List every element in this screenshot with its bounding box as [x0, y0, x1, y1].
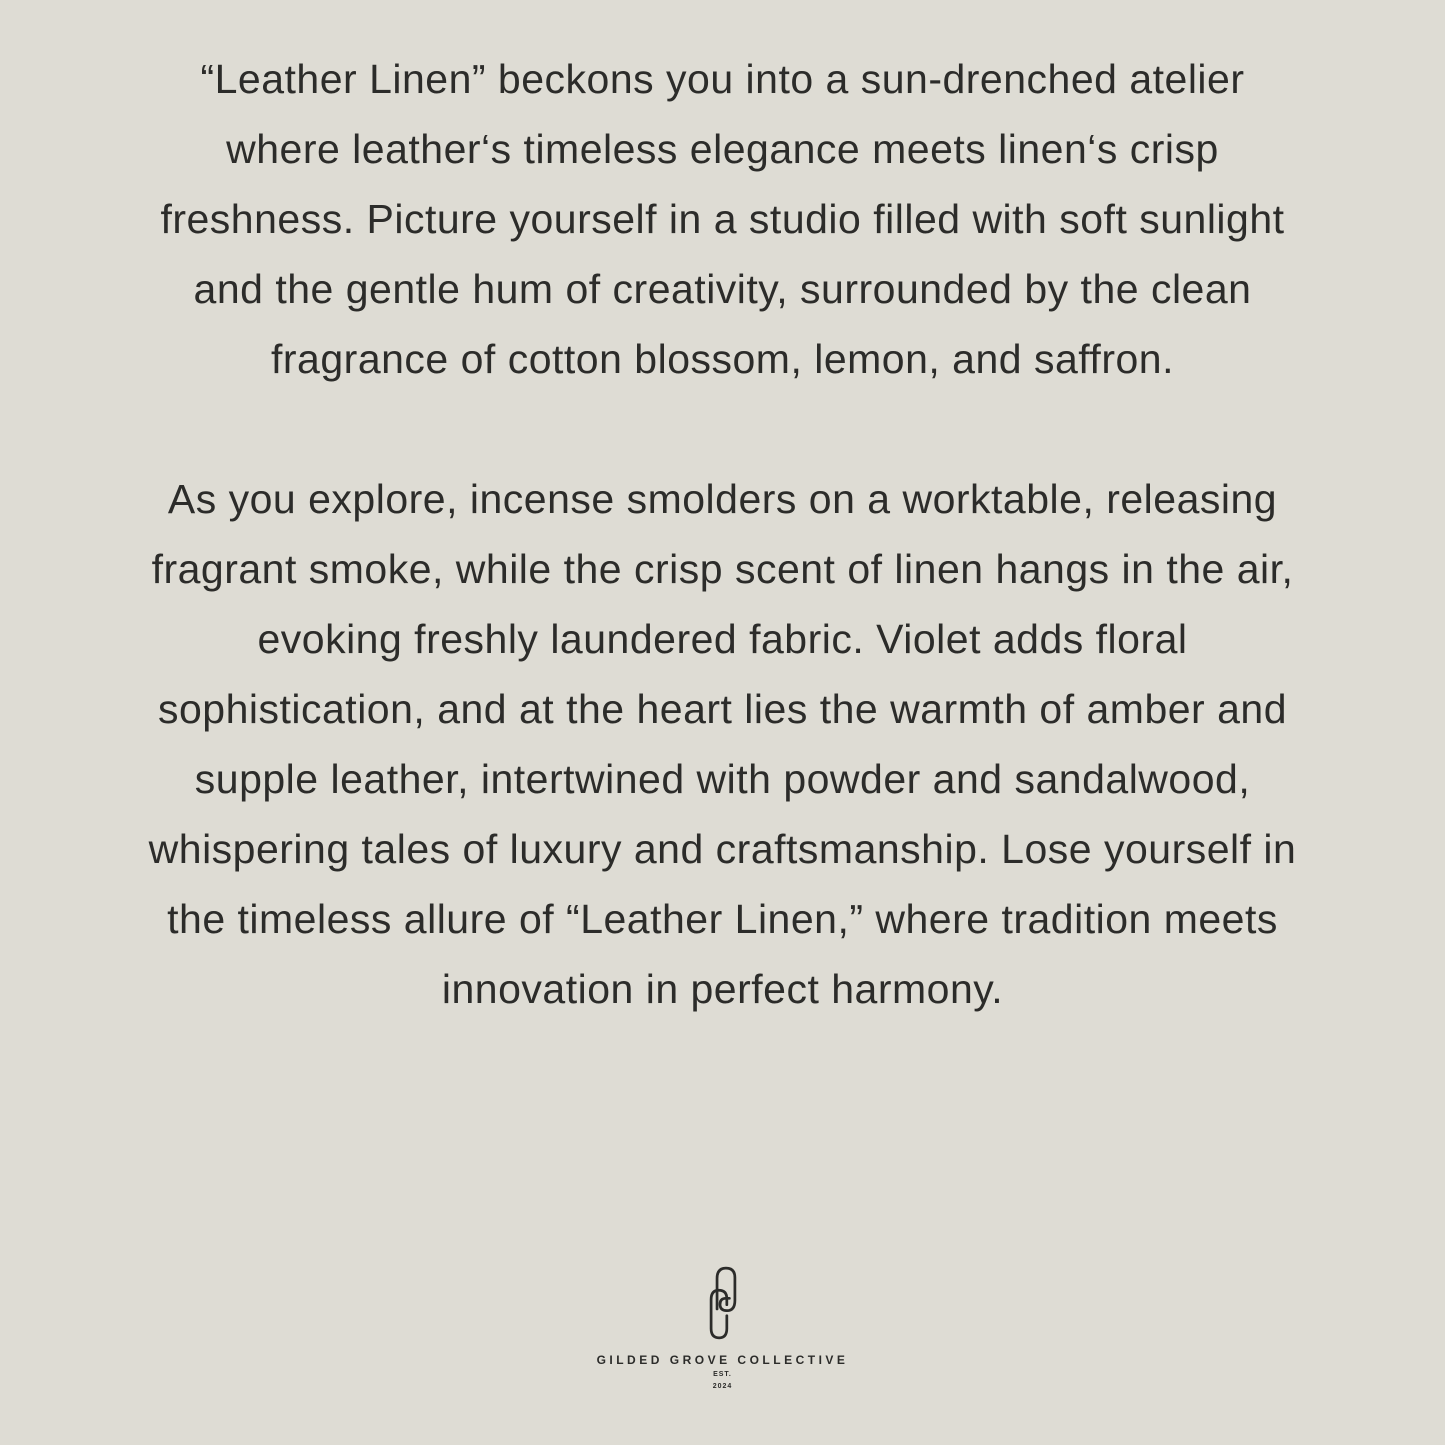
brand-logo	[0, 1264, 1445, 1391]
description-line: where leather‘s timeless elegance meets linen‘s crisp	[226, 126, 1219, 172]
description-line: innovation in perfect harmony.	[441, 966, 1004, 1012]
description-line: fragrance of cotton blossom, lemon, and saffron.	[271, 336, 1174, 382]
description-line: whispering tales of luxury and craftsmanship. Lose yourself in	[148, 826, 1297, 872]
description-line: freshness. Picture yourself in a studio filled with soft sunlight	[160, 196, 1285, 242]
description-line: As you explore, incense smolders on a worktable, releasing	[167, 476, 1278, 522]
double-g-monogram-icon	[706, 1264, 740, 1347]
established-year: 2024	[712, 1383, 733, 1390]
paragraph-gap	[0, 394, 1445, 464]
description-line: fragrant smoke, while the crisp scent of linen hangs in the air,	[151, 546, 1294, 592]
description-line: sophistication, and at the heart lies the warmth of amber and	[157, 686, 1287, 732]
description-line: and the gentle hum of creativity, surrounded by the clean	[193, 266, 1252, 312]
description-line: the timeless allure of “Leather Linen,” where tradition meets	[167, 896, 1278, 942]
established-label: EST.	[713, 1371, 732, 1378]
description-line: supple leather, intertwined with powder and sandalwood,	[194, 756, 1251, 802]
description-line: “Leather Linen” beckons you into a sun-drenched atelier	[200, 56, 1245, 102]
brand-name: GILDED GROVE COLLECTIVE	[596, 1353, 849, 1367]
description-line: evoking freshly laundered fabric. Violet adds floral	[257, 616, 1188, 662]
